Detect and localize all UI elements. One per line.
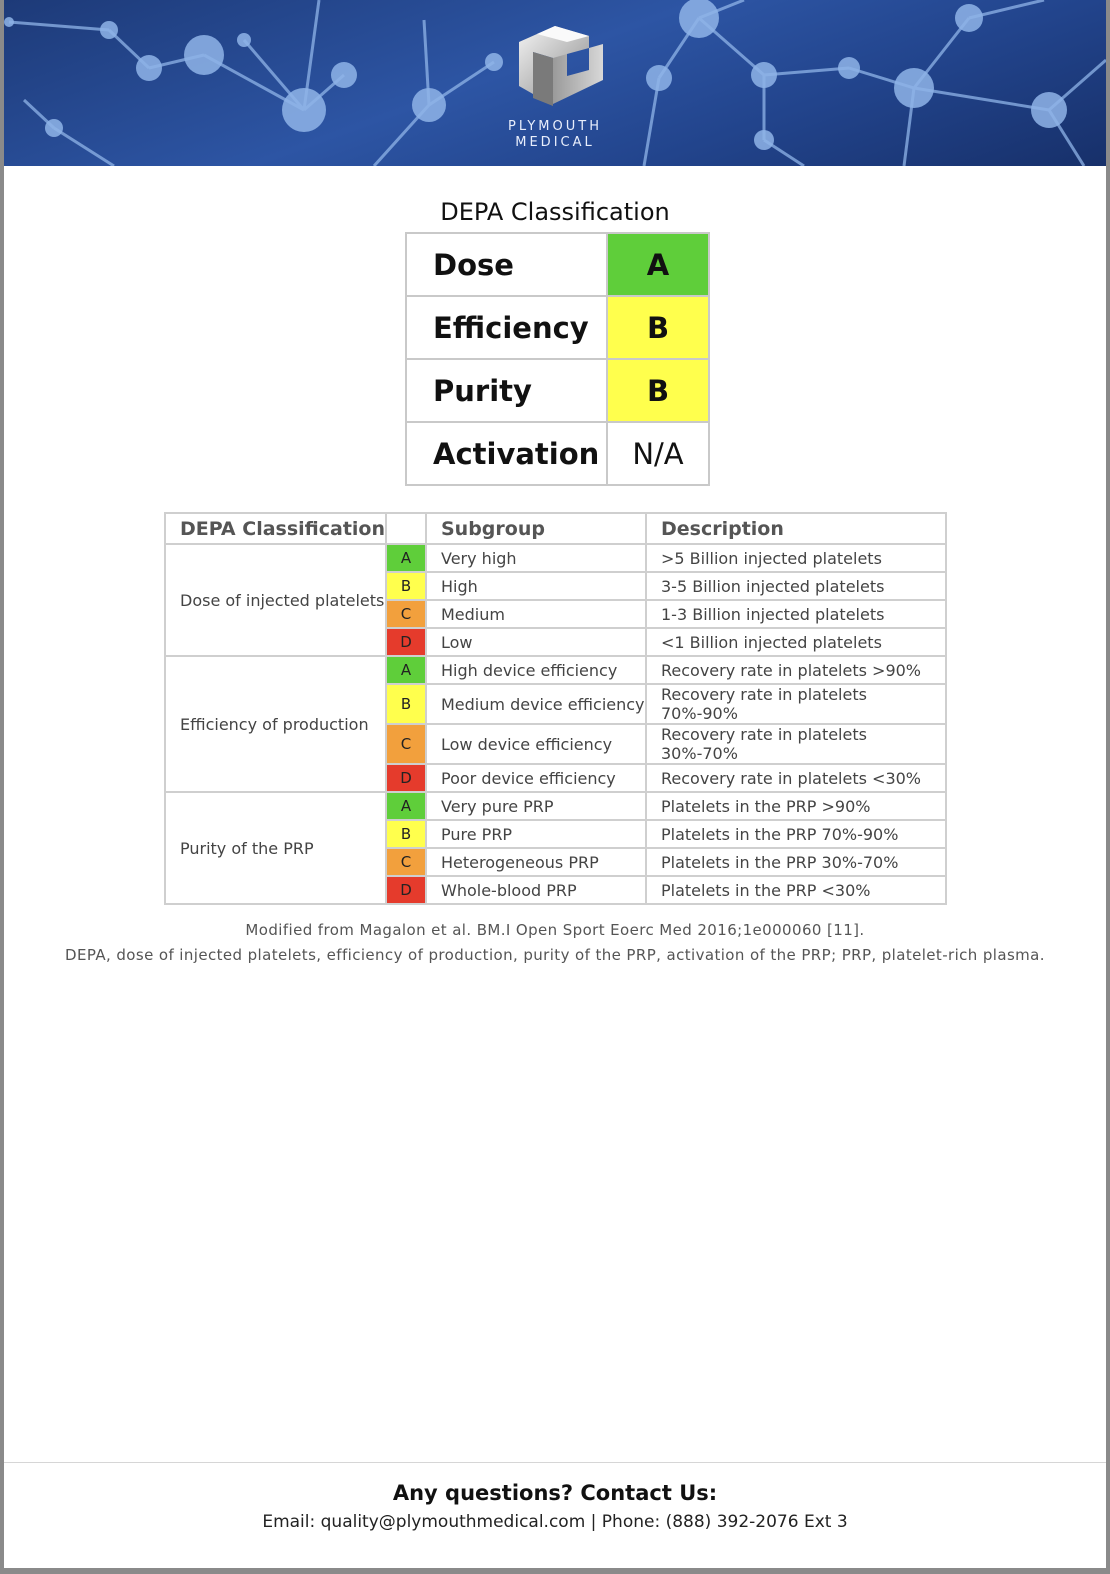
page-left-border xyxy=(0,0,4,1574)
header-subgroup: Subgroup xyxy=(426,513,646,544)
grade-badge: D xyxy=(386,876,426,904)
description-cell: Platelets in the PRP 30%-70% xyxy=(646,848,946,876)
summary-grade: B xyxy=(607,296,709,359)
caption-abbreviations: DEPA, dose of injected platelets, efficiency of production, purity of the PRP, activation of the PRP; PRP, platelet-rich plasma. xyxy=(65,946,1045,964)
summary-row-efficiency xyxy=(406,296,709,359)
group-name: Dose of injected platelets xyxy=(165,544,386,656)
brand-name-line2: MEDICAL xyxy=(515,135,595,150)
contact-details: Email: quality@plymouthmedical.com | Phone: (888) 392-2076 Ext 3 xyxy=(262,1512,848,1532)
grade-badge: D xyxy=(386,764,426,792)
subgroup-cell: Pure PRP xyxy=(426,820,646,848)
summary-label: Efficiency xyxy=(406,296,607,359)
table-row xyxy=(165,544,946,572)
table-row xyxy=(165,792,946,820)
summary-label: Purity xyxy=(406,359,607,422)
summary-label: Dose xyxy=(406,233,607,296)
subgroup-cell: Very high xyxy=(426,544,646,572)
summary-grade: N/A xyxy=(607,422,709,485)
summary-label: Activation xyxy=(406,422,607,485)
subgroup-cell: Poor device efficiency xyxy=(426,764,646,792)
description-cell: Platelets in the PRP 70%-90% xyxy=(646,820,946,848)
depa-detail-table xyxy=(164,512,947,905)
grade-badge: C xyxy=(386,600,426,628)
header-description: Description xyxy=(646,513,946,544)
group-name: Efficiency of production xyxy=(165,656,386,792)
subgroup-cell: Medium xyxy=(426,600,646,628)
brand-name-line1: PLYMOUTH xyxy=(508,119,602,134)
grade-badge: A xyxy=(386,792,426,820)
description-cell: Recovery rate in platelets >90% xyxy=(646,656,946,684)
grade-badge: B xyxy=(386,684,426,724)
summary-grade: A xyxy=(607,233,709,296)
classification-summary-table xyxy=(405,232,710,486)
subgroup-cell: Very pure PRP xyxy=(426,792,646,820)
summary-title: DEPA Classification xyxy=(440,198,670,226)
plymouth-medical-logo-icon xyxy=(507,14,607,114)
description-cell: >5 Billion injected platelets xyxy=(646,544,946,572)
detail-header-row xyxy=(165,513,946,544)
subgroup-cell: Medium device efficiency xyxy=(426,684,646,724)
group-name: Purity of the PRP xyxy=(165,792,386,904)
summary-grade: B xyxy=(607,359,709,422)
grade-badge: A xyxy=(386,656,426,684)
subgroup-cell: High device efficiency xyxy=(426,656,646,684)
summary-row-activation xyxy=(406,422,709,485)
summary-row-purity xyxy=(406,359,709,422)
grade-badge: B xyxy=(386,820,426,848)
footer-divider xyxy=(4,1462,1106,1463)
grade-badge: C xyxy=(386,724,426,764)
summary-row-dose xyxy=(406,233,709,296)
contact-title: Any questions? Contact Us: xyxy=(392,1481,718,1505)
grade-badge: A xyxy=(386,544,426,572)
subgroup-cell: Low device efficiency xyxy=(426,724,646,764)
description-cell: Recovery rate in platelets <30% xyxy=(646,764,946,792)
grade-badge: D xyxy=(386,628,426,656)
grade-badge: C xyxy=(386,848,426,876)
subgroup-cell: Heterogeneous PRP xyxy=(426,848,646,876)
description-cell: 3-5 Billion injected platelets xyxy=(646,572,946,600)
detail-body xyxy=(165,544,946,904)
description-cell: Platelets in the PRP >90% xyxy=(646,792,946,820)
subgroup-cell: Low xyxy=(426,628,646,656)
caption-source: Modified from Magalon et al. BM.I Open Sport Eoerc Med 2016;1e000060 [11]. xyxy=(245,921,865,939)
description-cell: Recovery rate in platelets 70%-90% xyxy=(646,684,946,724)
header-grade xyxy=(386,513,426,544)
subgroup-cell: Whole-blood PRP xyxy=(426,876,646,904)
subgroup-cell: High xyxy=(426,572,646,600)
page-bottom-border xyxy=(0,1568,1110,1574)
grade-badge: B xyxy=(386,572,426,600)
header-banner xyxy=(4,0,1106,166)
description-cell: 1-3 Billion injected platelets xyxy=(646,600,946,628)
description-cell: Platelets in the PRP <30% xyxy=(646,876,946,904)
header-classification: DEPA Classification xyxy=(165,513,386,544)
description-cell: Recovery rate in platelets 30%-70% xyxy=(646,724,946,764)
page-right-border xyxy=(1106,0,1110,1574)
description-cell: <1 Billion injected platelets xyxy=(646,628,946,656)
table-row xyxy=(165,656,946,684)
